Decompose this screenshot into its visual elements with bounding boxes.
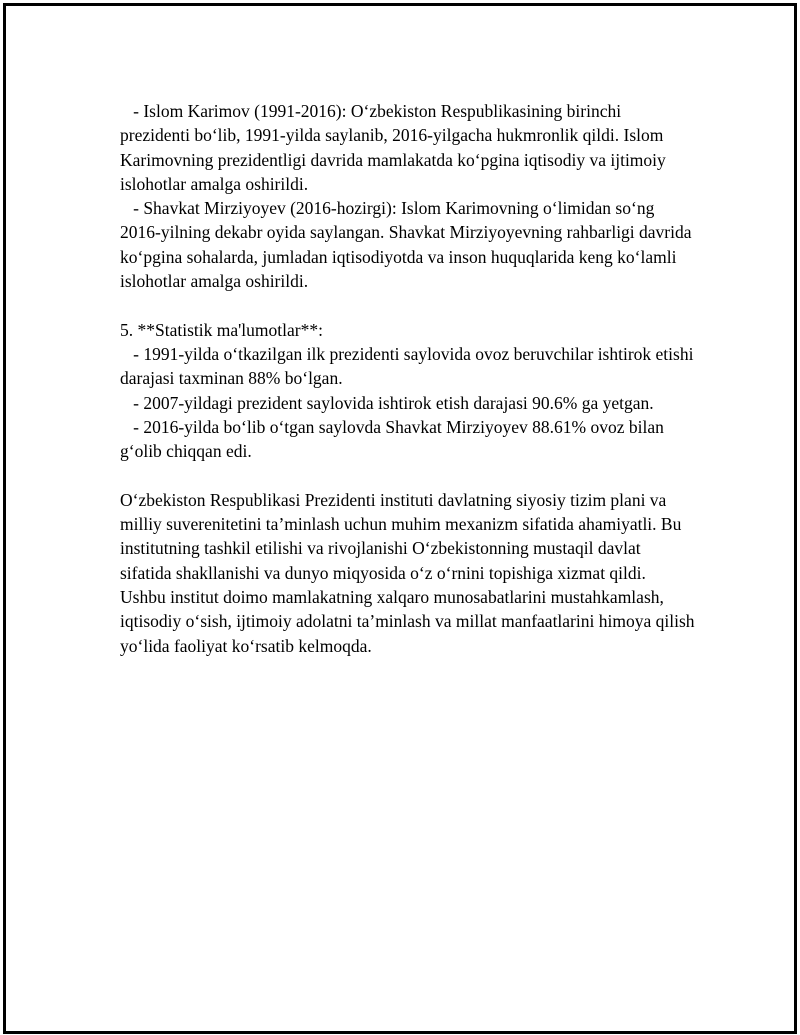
section-heading-statistics: 5. **Statistik ma'lumotlar**: [120,319,323,340]
list-item-stat-1991: - 1991-yilda o‘tkazilgan ilk prezidenti saylovida ovoz beruvchilar ishtirok etishi darajasi taxminan 88% bo‘lgan. [120,343,698,389]
list-item-stat-2007: - 2007-yildagi prezident saylovida ishtirok etish darajasi 90.6% ga yetgan. [120,392,654,413]
paragraph-gap [120,463,695,487]
conclusion-paragraph: O‘zbekiston Respublikasi Prezidenti instituti davlatning siyosiy tizim plani va milliy suverenitetini ta’minlash uchun muhim mexanizm sifatida ahamiyatli. Bu institutning tashkil etilishi va rivojlanishi O‘zbekistonning mustaqil davlat sifatida shakllanishi va dunyo miqyosida o‘z o‘rnini topishiga xizmat qildi. Ushbu institut doimo mamlakatning xalqaro munosabatlarini mustahkamlash, iqtisodiy o‘sish, ijtimoiy adolatni ta’minlash va millat manfaatlarini himoya qilish yo‘lida faoliyat ko‘rsatib kelmoqda. [120,489,695,656]
document-body [120,99,698,658]
list-item-karimov: - Islom Karimov (1991-2016): O‘zbekiston Respublikasining birinchi prezidenti bo‘lib, 1991-yilda saylanib, 2016-yilgacha hukmronlik qildi. Islom Karimovning prezidentligi davrida mamlakatda ko‘pgina iqtisodiy va ijtimoiy islohotlar amalga oshirildi. [120,101,671,194]
list-item-mirziyoyev: - Shavkat Mirziyoyev (2016-hozirgi): Islom Karimovning o‘limidan so‘ng 2016-yilning dekabr oyida saylangan. Shavkat Mirziyoyevning rahbarligi davrida ko‘pgina sohalarda, jumladan iqtisodiyotda va inson huquqlarida keng ko‘lamli islohotlar amalga oshirildi. [120,198,696,292]
paragraph-gap [120,293,695,317]
page-frame [3,3,797,1034]
list-item-stat-2016: - 2016-yilda bo‘lib o‘tgan saylovda Shavkat Mirziyoyev 88.61% ovoz bilan g‘olib chiqqan edi. [120,416,669,462]
